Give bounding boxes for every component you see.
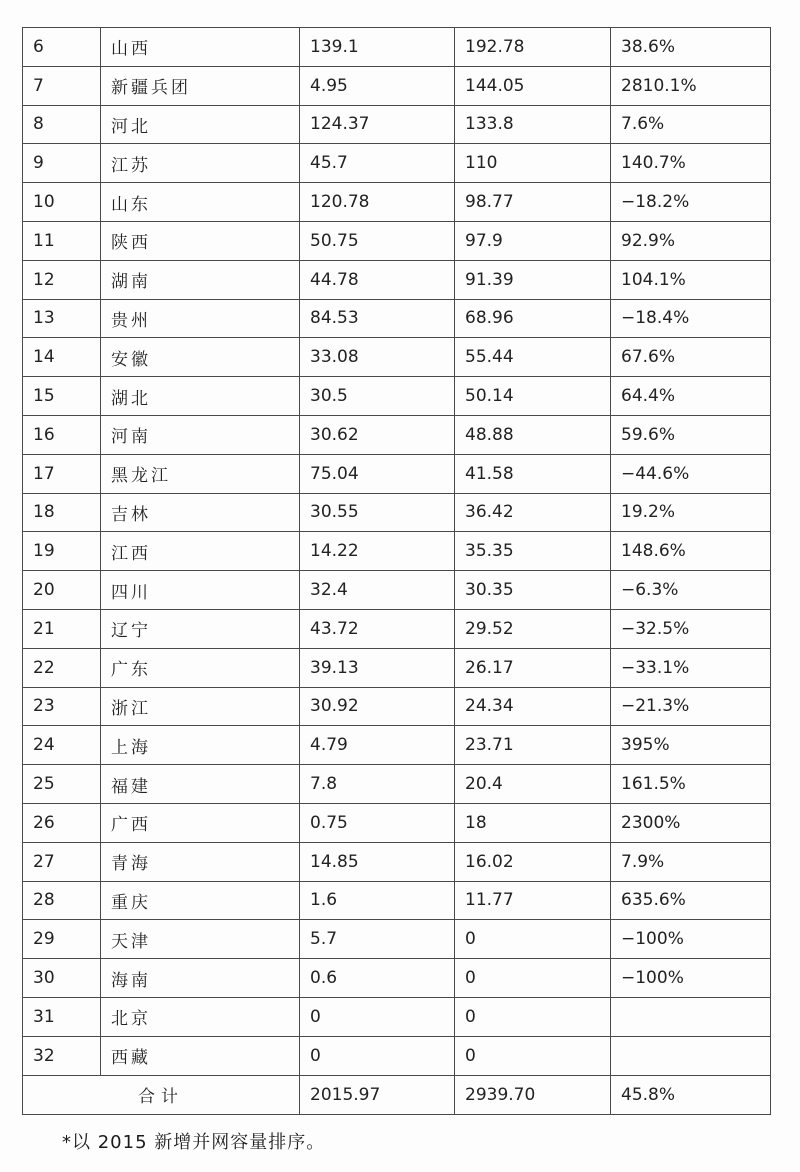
table-row <box>23 493 771 532</box>
value-2015-cell: 11.77 <box>455 881 611 920</box>
value-2014-cell: 14.85 <box>300 842 455 881</box>
value-2014-cell: 0.6 <box>300 959 455 998</box>
row-index-cell: 26 <box>23 803 101 842</box>
total-growth: 45.8% <box>611 1075 771 1114</box>
row-index-cell: 29 <box>23 920 101 959</box>
table-row <box>23 377 771 416</box>
growth-rate-cell: 161.5% <box>611 765 771 804</box>
growth-rate-cell: −18.4% <box>611 299 771 338</box>
table-row <box>23 881 771 920</box>
growth-rate-cell: 395% <box>611 726 771 765</box>
row-index-cell: 12 <box>23 260 101 299</box>
value-2014-cell: 1.6 <box>300 881 455 920</box>
total-value-2014: 2015.97 <box>300 1075 455 1114</box>
growth-rate-cell: 7.9% <box>611 842 771 881</box>
region-name-cell: 辽宁 <box>101 609 300 648</box>
value-2015-cell: 133.8 <box>455 105 611 144</box>
row-index-cell: 9 <box>23 144 101 183</box>
row-index-cell: 23 <box>23 687 101 726</box>
value-2014-cell: 0.75 <box>300 803 455 842</box>
table-row <box>23 144 771 183</box>
region-name-cell: 浙江 <box>101 687 300 726</box>
value-2014-cell: 44.78 <box>300 260 455 299</box>
table-row <box>23 1036 771 1075</box>
row-index-cell: 28 <box>23 881 101 920</box>
row-index-cell: 27 <box>23 842 101 881</box>
row-index-cell: 20 <box>23 571 101 610</box>
table-row <box>23 687 771 726</box>
row-index-cell: 21 <box>23 609 101 648</box>
growth-rate-cell: −32.5% <box>611 609 771 648</box>
region-name-cell: 河北 <box>101 105 300 144</box>
value-2014-cell: 124.37 <box>300 105 455 144</box>
region-name-cell: 江西 <box>101 532 300 571</box>
value-2014-cell: 30.55 <box>300 493 455 532</box>
footnote: *以 2015 新增并网容量排序。 <box>62 1132 326 1153</box>
value-2015-cell: 50.14 <box>455 377 611 416</box>
region-name-cell: 新疆兵团 <box>101 66 300 105</box>
row-index-cell: 17 <box>23 454 101 493</box>
value-2014-cell: 30.92 <box>300 687 455 726</box>
row-index-cell: 15 <box>23 377 101 416</box>
table-row <box>23 920 771 959</box>
region-name-cell: 广东 <box>101 648 300 687</box>
region-name-cell: 四川 <box>101 571 300 610</box>
value-2015-cell: 0 <box>455 997 611 1036</box>
growth-rate-cell: −21.3% <box>611 687 771 726</box>
value-2015-cell: 0 <box>455 1036 611 1075</box>
value-2015-cell: 23.71 <box>455 726 611 765</box>
value-2015-cell: 30.35 <box>455 571 611 610</box>
value-2014-cell: 5.7 <box>300 920 455 959</box>
region-name-cell: 北京 <box>101 997 300 1036</box>
region-name-cell: 山西 <box>101 28 300 67</box>
row-index-cell: 16 <box>23 415 101 454</box>
table-body <box>23 28 771 1076</box>
value-2014-cell: 75.04 <box>300 454 455 493</box>
row-index-cell: 24 <box>23 726 101 765</box>
growth-rate-cell <box>611 1036 771 1075</box>
region-name-cell: 陕西 <box>101 221 300 260</box>
table-row <box>23 183 771 222</box>
table-row <box>23 803 771 842</box>
value-2015-cell: 36.42 <box>455 493 611 532</box>
region-name-cell: 吉林 <box>101 493 300 532</box>
growth-rate-cell: −6.3% <box>611 571 771 610</box>
value-2015-cell: 29.52 <box>455 609 611 648</box>
value-2014-cell: 32.4 <box>300 571 455 610</box>
table-row <box>23 221 771 260</box>
value-2015-cell: 26.17 <box>455 648 611 687</box>
table-row <box>23 260 771 299</box>
growth-rate-cell: 19.2% <box>611 493 771 532</box>
value-2015-cell: 192.78 <box>455 28 611 67</box>
region-name-cell: 安徽 <box>101 338 300 377</box>
value-2014-cell: 0 <box>300 1036 455 1075</box>
growth-rate-cell: 2300% <box>611 803 771 842</box>
row-index-cell: 25 <box>23 765 101 804</box>
growth-rate-cell: 64.4% <box>611 377 771 416</box>
total-value-2015: 2939.70 <box>455 1075 611 1114</box>
value-2015-cell: 98.77 <box>455 183 611 222</box>
table-row <box>23 299 771 338</box>
value-2015-cell: 48.88 <box>455 415 611 454</box>
growth-rate-cell: −100% <box>611 920 771 959</box>
value-2014-cell: 33.08 <box>300 338 455 377</box>
value-2014-cell: 30.62 <box>300 415 455 454</box>
value-2014-cell: 39.13 <box>300 648 455 687</box>
region-name-cell: 贵州 <box>101 299 300 338</box>
table-row <box>23 532 771 571</box>
row-index-cell: 14 <box>23 338 101 377</box>
region-name-cell: 海南 <box>101 959 300 998</box>
table-row <box>23 338 771 377</box>
region-name-cell: 青海 <box>101 842 300 881</box>
value-2015-cell: 24.34 <box>455 687 611 726</box>
table-row <box>23 765 771 804</box>
table-row <box>23 997 771 1036</box>
value-2014-cell: 4.79 <box>300 726 455 765</box>
growth-rate-cell: −18.2% <box>611 183 771 222</box>
growth-rate-cell: 148.6% <box>611 532 771 571</box>
table-row <box>23 842 771 881</box>
growth-rate-cell: 2810.1% <box>611 66 771 105</box>
row-index-cell: 30 <box>23 959 101 998</box>
value-2014-cell: 139.1 <box>300 28 455 67</box>
value-2014-cell: 7.8 <box>300 765 455 804</box>
value-2015-cell: 68.96 <box>455 299 611 338</box>
growth-rate-cell: 140.7% <box>611 144 771 183</box>
table-row <box>23 959 771 998</box>
region-name-cell: 江苏 <box>101 144 300 183</box>
region-name-cell: 西藏 <box>101 1036 300 1075</box>
table-row <box>23 609 771 648</box>
growth-rate-cell: 92.9% <box>611 221 771 260</box>
region-name-cell: 广西 <box>101 803 300 842</box>
row-index-cell: 22 <box>23 648 101 687</box>
growth-rate-cell: 104.1% <box>611 260 771 299</box>
value-2014-cell: 50.75 <box>300 221 455 260</box>
value-2014-cell: 0 <box>300 997 455 1036</box>
table-row <box>23 726 771 765</box>
growth-rate-cell: 38.6% <box>611 28 771 67</box>
value-2015-cell: 20.4 <box>455 765 611 804</box>
value-2015-cell: 55.44 <box>455 338 611 377</box>
value-2014-cell: 84.53 <box>300 299 455 338</box>
row-index-cell: 11 <box>23 221 101 260</box>
growth-rate-cell: 7.6% <box>611 105 771 144</box>
growth-rate-cell <box>611 997 771 1036</box>
value-2014-cell: 120.78 <box>300 183 455 222</box>
table-row <box>23 454 771 493</box>
region-name-cell: 重庆 <box>101 881 300 920</box>
value-2014-cell: 45.7 <box>300 144 455 183</box>
region-name-cell: 湖南 <box>101 260 300 299</box>
region-name-cell: 河南 <box>101 415 300 454</box>
row-index-cell: 7 <box>23 66 101 105</box>
row-index-cell: 31 <box>23 997 101 1036</box>
growth-rate-cell: 67.6% <box>611 338 771 377</box>
region-name-cell: 山东 <box>101 183 300 222</box>
value-2014-cell: 43.72 <box>300 609 455 648</box>
value-2015-cell: 41.58 <box>455 454 611 493</box>
table-row <box>23 571 771 610</box>
region-name-cell: 福建 <box>101 765 300 804</box>
region-name-cell: 黑龙江 <box>101 454 300 493</box>
value-2014-cell: 14.22 <box>300 532 455 571</box>
capacity-table <box>22 27 771 1115</box>
growth-rate-cell: 635.6% <box>611 881 771 920</box>
value-2015-cell: 35.35 <box>455 532 611 571</box>
region-name-cell: 天津 <box>101 920 300 959</box>
row-index-cell: 32 <box>23 1036 101 1075</box>
value-2015-cell: 97.9 <box>455 221 611 260</box>
value-2014-cell: 30.5 <box>300 377 455 416</box>
growth-rate-cell: −33.1% <box>611 648 771 687</box>
region-name-cell: 湖北 <box>101 377 300 416</box>
value-2015-cell: 110 <box>455 144 611 183</box>
total-label: 合计 <box>23 1075 300 1114</box>
value-2015-cell: 0 <box>455 920 611 959</box>
value-2015-cell: 0 <box>455 959 611 998</box>
growth-rate-cell: −100% <box>611 959 771 998</box>
table-row <box>23 66 771 105</box>
region-name-cell: 上海 <box>101 726 300 765</box>
value-2015-cell: 16.02 <box>455 842 611 881</box>
growth-rate-cell: 59.6% <box>611 415 771 454</box>
value-2015-cell: 91.39 <box>455 260 611 299</box>
table-row <box>23 28 771 67</box>
table-row <box>23 415 771 454</box>
row-index-cell: 6 <box>23 28 101 67</box>
table-row <box>23 105 771 144</box>
row-index-cell: 19 <box>23 532 101 571</box>
value-2015-cell: 18 <box>455 803 611 842</box>
value-2015-cell: 144.05 <box>455 66 611 105</box>
row-index-cell: 18 <box>23 493 101 532</box>
row-index-cell: 13 <box>23 299 101 338</box>
total-row <box>23 1075 771 1114</box>
row-index-cell: 10 <box>23 183 101 222</box>
table-row <box>23 648 771 687</box>
row-index-cell: 8 <box>23 105 101 144</box>
value-2014-cell: 4.95 <box>300 66 455 105</box>
growth-rate-cell: −44.6% <box>611 454 771 493</box>
